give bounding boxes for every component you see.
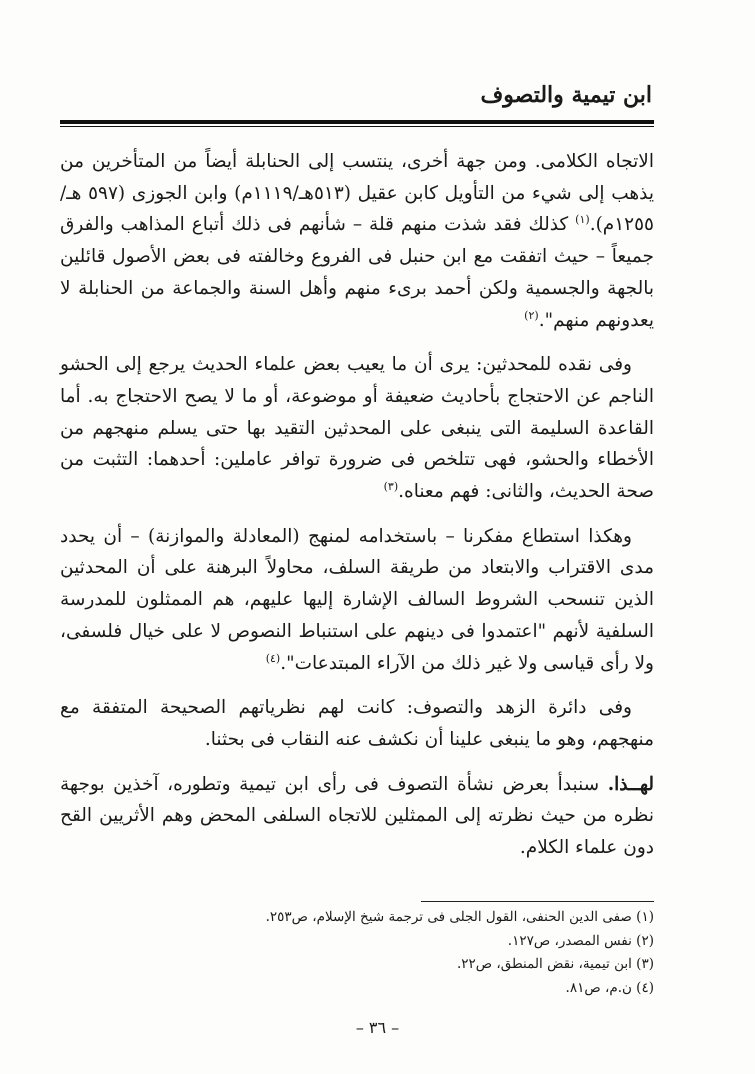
paragraph-5-lead: لهــذا. [607, 773, 654, 795]
footnote-ref-3[interactable]: (٣) [383, 479, 399, 493]
body-text [60, 146, 654, 864]
paragraph-5 [60, 769, 654, 864]
footnote-3: (٣) ابن تيمية، نقض المنطق، ص٢٢. [456, 956, 654, 972]
paragraph-1 [60, 146, 654, 336]
footnote-4: (٤) ن.م، ص٨١. [565, 979, 654, 996]
running-header: ابن تيمية والتصوف [480, 82, 652, 108]
paragraph-1-continued: كذلك فقد شذت منهم قلة – شأنهم فى ذلك أتباع المذاهب والفرق جميعاً – حيث اتفقت مع ابن حنبل فى الفروع وخالفته فى بعض الأصول قائلين بالجهة والجسمية ولكن أحمد برىء منهم وأهل السنة والجماعة من الحنابلة لا يعدونهم منهم". [60, 214, 654, 331]
paragraph-4-text: وفى دائرة الزهد والتصوف: كانت لهم نظرياتهم الصحيحة المتفقة مع منهجهم، وهو ما ينبغى علينا أن نكشف عنه النقاب فى بحثنا. [60, 697, 654, 750]
paragraph-3-text: وهكذا استطاع مفكرنا – باستخدامه لمنهج (المعادلة والموازنة) – أن يحدد مدى الاقتراب والابتعاد من طريقة السلف، محاولاً البرهنة على أن المحدثين الذين تنسحب الشروط السالف الإشارة إليها عليهم، هم الممثلون للمدرسة السلفية لأنهم "اعتمدوا فى دينهم على استنباط النصوص لا على خيال فلسفى، ولا رأى قياسى ولا غير ذلك من الآراء المبتدعات". [60, 525, 654, 674]
footnote-1: (١) صفى الدين الحنفى، القول الجلى فى ترجمة شيخ الإسلام، ص٢٥٣. [265, 909, 654, 925]
paragraph-4 [60, 692, 654, 755]
footnotes [204, 906, 654, 1000]
footnote-2: (٢) نفس المصدر، ص١٢٧. [507, 932, 654, 949]
header-rule-thick [60, 120, 654, 124]
footnote-ref-1[interactable]: (١) [575, 213, 590, 227]
footnote-ref-2[interactable]: (٢) [524, 308, 539, 322]
footnote-ref-4[interactable]: (٤) [265, 651, 281, 665]
paragraph-5-text: سنبدأ بعرض نشأة التصوف فى رأى ابن تيمية وتطوره، آخذين بوجهة نظره من حيث نظرته إلى الممثلين للاتجاه السلفى المحض وهم الأثريين القح دون علماء الكلام. [60, 773, 654, 859]
paragraph-1-text: الاتجاه الكلامى. ومن جهة أخرى، ينتسب إلى الحنابلة أيضاً من المتأخرين من يذهب إلى شيء من التأويل كابن عقيل (٥١٣هـ/١١١٩م) وابن الجوزى (٥٩٧ هـ/١٢٥٥م). [60, 151, 654, 236]
paragraph-2-text: وفى نقده للمحدثين: يرى أن ما يعيب بعض علماء الحديث يرجع إلى الحشو الناجم عن الاحتجاج بأحاديث ضعيفة أو موضوعة، أو ما لا يصح الاحتجاج به. أما القاعدة السليمة التى ينبغى على المحدثين التقيد بها حتى يسلم منهجهم من الأخطاء والحشو، فهى تتلخص فى ضرورة توافر عاملين: أحدهما: التثبت من صحة الحديث، والثانى: فهم معناه. [60, 354, 654, 503]
paragraph-2 [60, 349, 654, 508]
footnote-separator [421, 901, 654, 902]
paragraph-3 [60, 521, 654, 680]
page-number: – ٣٦ – [355, 1018, 400, 1037]
header-rule-thin [60, 126, 654, 127]
